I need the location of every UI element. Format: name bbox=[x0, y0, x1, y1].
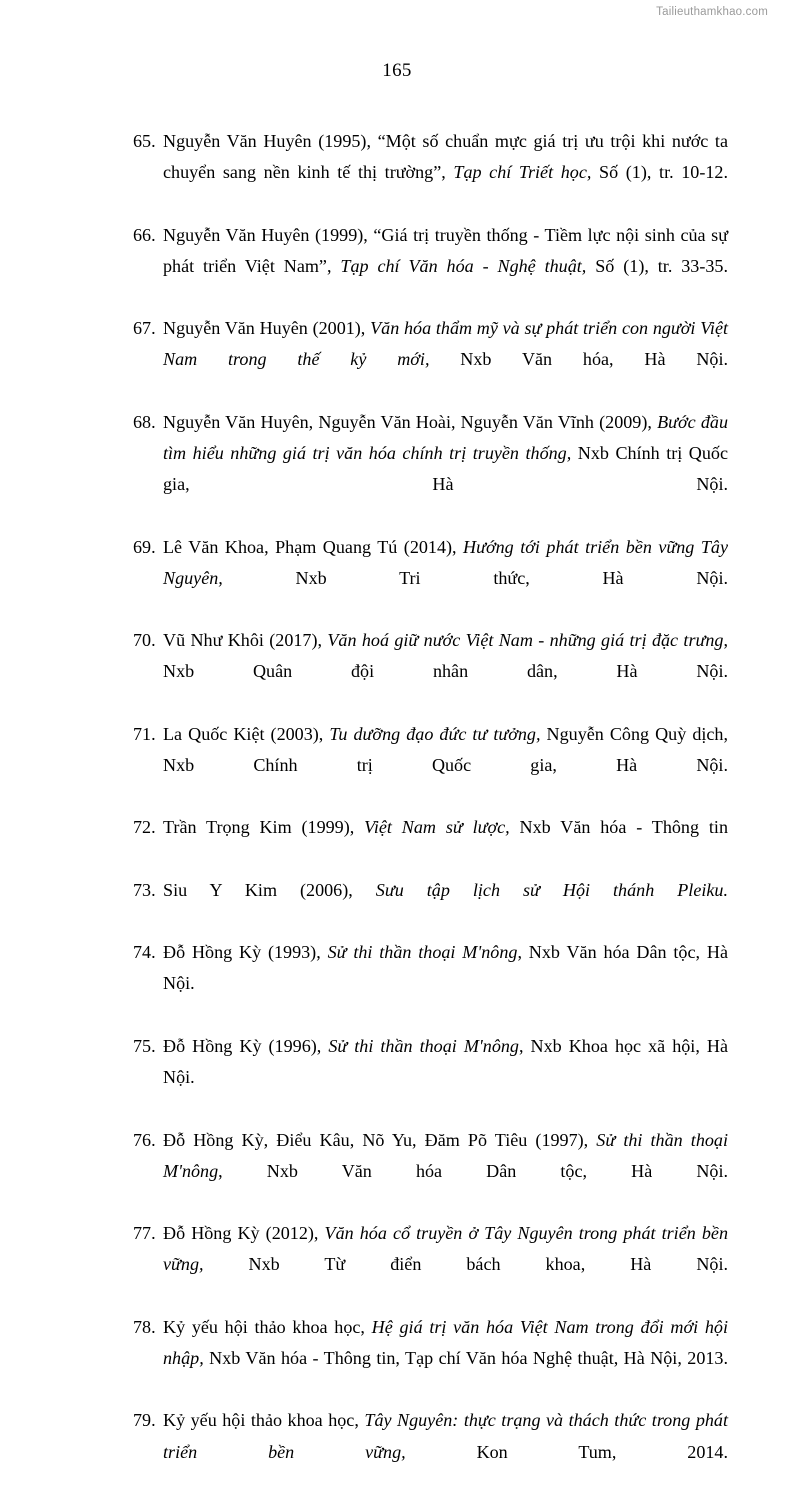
bibliography-entry bbox=[133, 625, 728, 719]
entry-text-roman: Nguyễn Văn Huyên (1995), “Một số chuẩn mực giá trị ưu trội khi nước ta chuyển sang nền kinh tế thị trường”, bbox=[163, 131, 728, 183]
entry-text-roman: Số (1), tr. 33-35. bbox=[586, 255, 728, 276]
bibliography-entry bbox=[133, 1125, 728, 1219]
entry-text-roman: Đỗ Hồng Kỳ (2012), bbox=[163, 1223, 325, 1244]
entry-number: 66. bbox=[133, 224, 156, 245]
entry-text-roman: Nxb Chính trị Quốc gia, Hà Nội. bbox=[163, 443, 728, 495]
entry-text bbox=[163, 126, 728, 220]
entry-text-roman: Đỗ Hồng Kỳ (1993), bbox=[163, 942, 328, 963]
entry-number: 71. bbox=[133, 723, 156, 744]
entry-text-roman: Vũ Như Khôi (2017), bbox=[163, 630, 328, 651]
entry-title-italic: Bước đầu tìm hiểu những giá trị văn hóa chính trị truyền thống, bbox=[163, 411, 728, 464]
entry-number: 70. bbox=[133, 630, 156, 651]
entry-text-roman: , Nxb Khoa học xã hội, Hà Nội. bbox=[163, 1035, 728, 1088]
entry-text-roman: Trần Trọng Kim (1999), bbox=[163, 817, 365, 838]
entry-text-roman: La Quốc Kiệt (2003), bbox=[163, 723, 330, 744]
entry-title-italic: Sưu tập lịch sử Hội thánh Pleiku. bbox=[375, 879, 728, 900]
entry-text-roman: Kỷ yếu hội thảo khoa học, bbox=[163, 1316, 372, 1337]
entry-text bbox=[163, 1125, 728, 1219]
entry-title-italic: Hệ giá trị văn hóa Việt Nam trong đổi mới hội nhập, bbox=[163, 1316, 728, 1368]
entry-text-roman: Đỗ Hồng Kỳ, Điểu Kâu, Nõ Yu, Đăm Põ Tiêu (1997), bbox=[163, 1129, 597, 1150]
entry-text-roman: Số (1), tr. 10-12. bbox=[591, 162, 728, 183]
bibliography-entry bbox=[133, 875, 728, 937]
entry-title-italic: Tạp chí Triết học, bbox=[453, 162, 592, 183]
entry-text-roman: Kỷ yếu hội thảo khoa học, bbox=[163, 1410, 365, 1431]
entry-title-italic: Tạp chí Văn hóa - Nghệ thuật, bbox=[340, 255, 587, 276]
entry-number: 77. bbox=[133, 1223, 156, 1244]
entry-title-italic: Hướng tới phát triển bền vững Tây Nguyên, bbox=[163, 536, 728, 588]
entry-number: 73. bbox=[133, 879, 156, 900]
entry-text bbox=[163, 1312, 728, 1406]
entry-title-italic: Sử thi thần thoại M'nông bbox=[163, 1129, 728, 1181]
entry-text-roman: Nguyễn Văn Huyên, Nguyễn Văn Hoài, Nguyễn Văn Vĩnh (2009), bbox=[163, 411, 658, 432]
entry-text-roman: Nguyễn Công Quỳ dịch, Nxb Chính trị Quốc gia, Hà Nội. bbox=[163, 723, 728, 776]
entry-number: 69. bbox=[133, 536, 156, 557]
bibliography-entry bbox=[133, 719, 728, 813]
bibliography-entry bbox=[133, 812, 728, 874]
entry-title-italic: Sử thi thần thoại M'nông bbox=[327, 942, 518, 963]
entry-number: 65. bbox=[133, 131, 156, 151]
entry-text-roman: Kon Tum, 2014. bbox=[405, 1441, 729, 1462]
entry-text-roman: Nxb Từ điển bách khoa, Hà Nội. bbox=[203, 1254, 728, 1275]
entry-text-roman: , Nxb Quân đội nhân dân, Hà Nội. bbox=[163, 630, 728, 682]
entry-number: 67. bbox=[133, 318, 156, 339]
entry-text bbox=[163, 812, 728, 874]
entry-text-roman: Nguyễn Văn Huyên (1999), “Giá trị truyền thống - Tiềm lực nội sinh của sự phát triển Việt Nam”, bbox=[163, 224, 728, 276]
site-watermark: Tailieuthamkhao.com bbox=[656, 6, 768, 18]
entry-text bbox=[163, 719, 728, 813]
entry-text-roman: , Nxb Văn hóa Dân tộc, Hà Nội. bbox=[163, 942, 728, 994]
entry-text-roman: Đỗ Hồng Kỳ (1996), bbox=[163, 1035, 329, 1056]
entry-text-roman: , Nxb Văn hóa Dân tộc, Hà Nội. bbox=[218, 1160, 728, 1181]
entry-text-roman: Siu Y Kim (2006), bbox=[163, 879, 376, 900]
entry-text bbox=[163, 1218, 728, 1312]
entry-title-italic: Văn hoá giữ nước Việt Nam - những giá trị đặc trưng bbox=[327, 630, 724, 651]
entry-number: 78. bbox=[133, 1316, 156, 1337]
entry-number: 79. bbox=[133, 1410, 156, 1431]
entry-title-italic: Việt Nam sử lược, bbox=[364, 817, 510, 838]
bibliography-entry bbox=[133, 937, 728, 1031]
bibliography-entry bbox=[133, 1312, 728, 1406]
entry-title-italic: Tây Nguyên: thực trạng và thách thức trong phát triển bền vững, bbox=[163, 1410, 728, 1462]
entry-number: 72. bbox=[133, 817, 156, 838]
entry-text bbox=[163, 1405, 728, 1499]
bibliography-entry bbox=[133, 1405, 728, 1499]
entry-text-roman: Nxb Văn hóa, Hà Nội. bbox=[429, 349, 728, 370]
entry-text bbox=[163, 937, 728, 1031]
entry-number: 76. bbox=[133, 1129, 156, 1150]
bibliography-list bbox=[133, 126, 728, 1499]
entry-text-roman: Nxb Tri thức, Hà Nội. bbox=[222, 567, 728, 588]
entry-text-roman: Lê Văn Khoa, Phạm Quang Tú (2014), bbox=[163, 536, 464, 557]
bibliography-entry bbox=[133, 407, 728, 532]
entry-text bbox=[163, 875, 728, 937]
entry-text bbox=[163, 407, 728, 532]
bibliography-entry bbox=[133, 313, 728, 407]
entry-title-italic: Văn hóa thẩm mỹ và sự phát triển con người Việt Nam trong thế kỷ mới, bbox=[163, 318, 728, 370]
bibliography-entry bbox=[133, 1218, 728, 1312]
bibliography-entry bbox=[133, 532, 728, 626]
entry-text bbox=[163, 532, 728, 626]
entry-text bbox=[163, 625, 728, 719]
entry-number: 74. bbox=[133, 942, 156, 963]
entry-title-italic: Tu dưỡng đạo đức tư tưởng, bbox=[329, 723, 541, 744]
entry-title-italic: Sử thi thần thoại M'nông bbox=[328, 1035, 519, 1056]
entry-text bbox=[163, 313, 728, 407]
entry-text-roman: Nxb Văn hóa - Thông tin bbox=[509, 817, 728, 838]
entry-text bbox=[163, 1031, 728, 1125]
bibliography-entry bbox=[133, 126, 728, 220]
entry-text bbox=[163, 220, 728, 314]
page-number: 165 bbox=[382, 60, 412, 81]
entry-number: 68. bbox=[133, 411, 156, 432]
entry-text-roman: Nguyễn Văn Huyên (2001), bbox=[163, 318, 371, 339]
entry-number: 75. bbox=[133, 1035, 156, 1056]
bibliography-entry bbox=[133, 220, 728, 314]
entry-text-roman: Nxb Văn hóa - Thông tin, Tạp chí Văn hóa Nghệ thuật, Hà Nội, 2013. bbox=[203, 1347, 728, 1368]
bibliography-entry bbox=[133, 1031, 728, 1125]
entry-title-italic: Văn hóa cổ truyền ở Tây Nguyên trong phát triển bền vững, bbox=[163, 1223, 728, 1275]
